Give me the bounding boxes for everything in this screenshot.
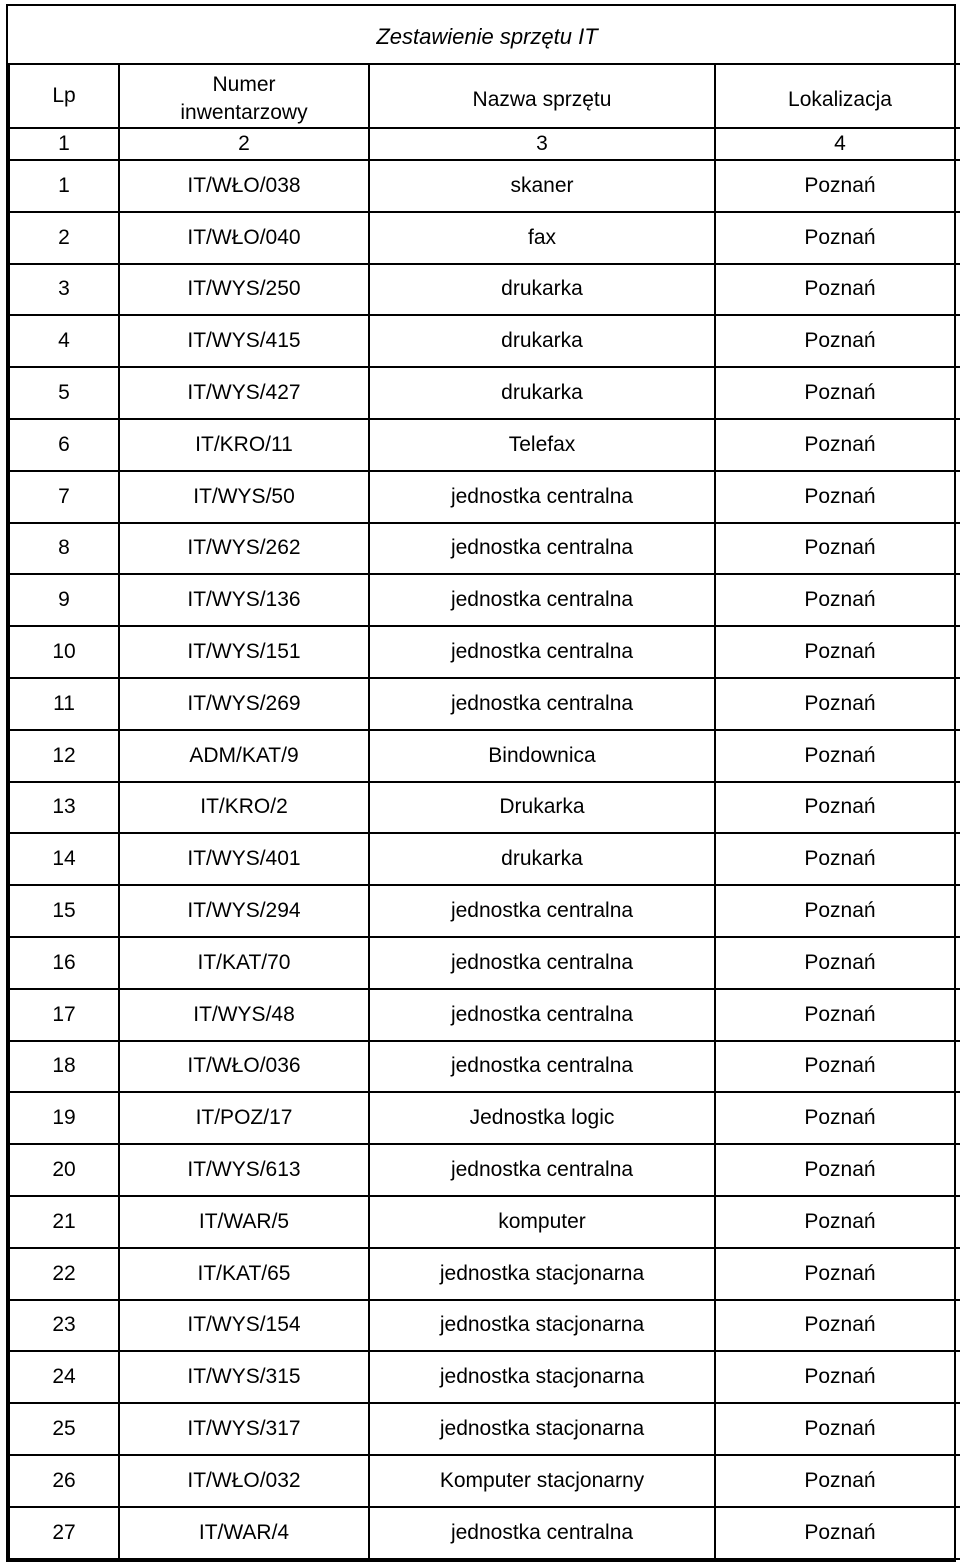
cell-equipment-name: jednostka centralna — [369, 678, 715, 730]
table-row — [9, 730, 960, 782]
cell-lp: 18 — [9, 1041, 119, 1093]
cell-location: Poznań — [715, 367, 960, 419]
cell-lp: 2 — [9, 212, 119, 264]
cell-equipment-name: Telefax — [369, 419, 715, 471]
cell-equipment-name: drukarka — [369, 833, 715, 885]
cell-location: Poznań — [715, 523, 960, 575]
cell-equipment-name: Bindownica — [369, 730, 715, 782]
cell-lp: 25 — [9, 1403, 119, 1455]
cell-location: Poznań — [715, 471, 960, 523]
cell-lp: 16 — [9, 937, 119, 989]
table-row — [9, 212, 960, 264]
table-row — [9, 989, 960, 1041]
cell-equipment-name: jednostka stacjonarna — [369, 1300, 715, 1352]
cell-inventory-number: IT/WYS/401 — [119, 833, 369, 885]
table-row — [9, 367, 960, 419]
table-row — [9, 1351, 960, 1403]
cell-equipment-name: jednostka stacjonarna — [369, 1248, 715, 1300]
cell-lp: 19 — [9, 1092, 119, 1144]
cell-location: Poznań — [715, 419, 960, 471]
table-row — [9, 1248, 960, 1300]
header-equipment-name: Nazwa sprzętu — [369, 64, 715, 128]
cell-lp: 12 — [9, 730, 119, 782]
cell-equipment-name: jednostka centralna — [369, 626, 715, 678]
cell-inventory-number: IT/WYS/50 — [119, 471, 369, 523]
cell-location: Poznań — [715, 1300, 960, 1352]
cell-equipment-name: jednostka centralna — [369, 471, 715, 523]
cell-equipment-name: drukarka — [369, 315, 715, 367]
table-row — [9, 833, 960, 885]
cell-inventory-number: IT/WYS/48 — [119, 989, 369, 1041]
cell-inventory-number: IT/WŁO/032 — [119, 1455, 369, 1507]
cell-equipment-name: jednostka centralna — [369, 1507, 715, 1559]
cell-inventory-number: IT/WYS/315 — [119, 1351, 369, 1403]
cell-location: Poznań — [715, 678, 960, 730]
cell-inventory-number: IT/WŁO/036 — [119, 1041, 369, 1093]
cell-equipment-name: jednostka centralna — [369, 1144, 715, 1196]
table-row — [9, 678, 960, 730]
cell-lp: 10 — [9, 626, 119, 678]
table-row — [9, 1403, 960, 1455]
cell-inventory-number: IT/WYS/154 — [119, 1300, 369, 1352]
cell-lp: 9 — [9, 574, 119, 626]
header-row — [9, 64, 960, 128]
cell-inventory-number: IT/WYS/262 — [119, 523, 369, 575]
cell-equipment-name: komputer — [369, 1196, 715, 1248]
cell-equipment-name: jednostka centralna — [369, 574, 715, 626]
cell-location: Poznań — [715, 1144, 960, 1196]
cell-lp: 15 — [9, 885, 119, 937]
column-index: 2 — [119, 128, 369, 160]
cell-lp: 26 — [9, 1455, 119, 1507]
cell-equipment-name: jednostka centralna — [369, 1041, 715, 1093]
header-inventory-number — [119, 64, 369, 128]
cell-location: Poznań — [715, 1455, 960, 1507]
cell-inventory-number: IT/WYS/415 — [119, 315, 369, 367]
table-row — [9, 782, 960, 834]
column-index-row — [9, 128, 960, 160]
table-row — [9, 574, 960, 626]
cell-location: Poznań — [715, 1092, 960, 1144]
column-index: 3 — [369, 128, 715, 160]
table-row — [9, 1041, 960, 1093]
cell-lp: 14 — [9, 833, 119, 885]
cell-lp: 8 — [9, 523, 119, 575]
cell-equipment-name: jednostka stacjonarna — [369, 1403, 715, 1455]
header-number-line2: inwentarzowy — [180, 101, 308, 124]
cell-inventory-number: IT/WYS/294 — [119, 885, 369, 937]
cell-inventory-number: IT/POZ/17 — [119, 1092, 369, 1144]
cell-location: Poznań — [715, 1403, 960, 1455]
table-row — [9, 885, 960, 937]
cell-location: Poznań — [715, 160, 960, 212]
cell-location: Poznań — [715, 264, 960, 316]
cell-equipment-name: skaner — [369, 160, 715, 212]
column-index: 1 — [9, 128, 119, 160]
cell-location: Poznań — [715, 574, 960, 626]
cell-equipment-name: Komputer stacjonarny — [369, 1455, 715, 1507]
cell-equipment-name: jednostka centralna — [369, 989, 715, 1041]
cell-inventory-number: IT/WYS/136 — [119, 574, 369, 626]
table-row — [9, 1092, 960, 1144]
cell-equipment-name: drukarka — [369, 264, 715, 316]
table-row — [9, 1507, 960, 1559]
column-index: 4 — [715, 128, 960, 160]
table-row — [9, 419, 960, 471]
cell-lp: 11 — [9, 678, 119, 730]
cell-location: Poznań — [715, 212, 960, 264]
title-row — [9, 6, 960, 64]
cell-lp: 17 — [9, 989, 119, 1041]
cell-lp: 7 — [9, 471, 119, 523]
table-row — [9, 626, 960, 678]
cell-inventory-number: IT/WYS/427 — [119, 367, 369, 419]
cell-lp: 1 — [9, 160, 119, 212]
cell-location: Poznań — [715, 833, 960, 885]
table-body — [9, 160, 960, 1559]
cell-lp: 4 — [9, 315, 119, 367]
cell-inventory-number: IT/KAT/65 — [119, 1248, 369, 1300]
cell-inventory-number: IT/WYS/250 — [119, 264, 369, 316]
table-row — [9, 1196, 960, 1248]
header-number-line1: Numer — [212, 73, 276, 96]
cell-lp: 13 — [9, 782, 119, 834]
cell-location: Poznań — [715, 1507, 960, 1559]
table-row — [9, 160, 960, 212]
cell-lp: 5 — [9, 367, 119, 419]
cell-lp: 21 — [9, 1196, 119, 1248]
cell-inventory-number: IT/WAR/4 — [119, 1507, 369, 1559]
cell-lp: 24 — [9, 1351, 119, 1403]
table-title: Zestawienie sprzętu IT — [9, 6, 960, 64]
cell-equipment-name: Drukarka — [369, 782, 715, 834]
cell-equipment-name: drukarka — [369, 367, 715, 419]
cell-inventory-number: IT/WYS/613 — [119, 1144, 369, 1196]
cell-lp: 6 — [9, 419, 119, 471]
cell-location: Poznań — [715, 1351, 960, 1403]
table-row — [9, 523, 960, 575]
cell-location: Poznań — [715, 730, 960, 782]
header-location: Lokalizacja — [715, 64, 960, 128]
cell-location: Poznań — [715, 315, 960, 367]
cell-lp: 22 — [9, 1248, 119, 1300]
cell-equipment-name: jednostka centralna — [369, 885, 715, 937]
cell-inventory-number: IT/WŁO/040 — [119, 212, 369, 264]
table-row — [9, 471, 960, 523]
cell-equipment-name: jednostka centralna — [369, 523, 715, 575]
cell-location: Poznań — [715, 885, 960, 937]
cell-lp: 27 — [9, 1507, 119, 1559]
table-row — [9, 1300, 960, 1352]
cell-location: Poznań — [715, 989, 960, 1041]
cell-inventory-number: IT/WYS/151 — [119, 626, 369, 678]
cell-inventory-number: IT/WYS/269 — [119, 678, 369, 730]
cell-equipment-name: jednostka stacjonarna — [369, 1351, 715, 1403]
cell-inventory-number: ADM/KAT/9 — [119, 730, 369, 782]
cell-inventory-number: IT/WYS/317 — [119, 1403, 369, 1455]
cell-lp: 3 — [9, 264, 119, 316]
cell-equipment-name: Jednostka logic — [369, 1092, 715, 1144]
cell-location: Poznań — [715, 1196, 960, 1248]
cell-location: Poznań — [715, 626, 960, 678]
cell-location: Poznań — [715, 1248, 960, 1300]
cell-inventory-number: IT/KAT/70 — [119, 937, 369, 989]
cell-inventory-number: IT/WŁO/038 — [119, 160, 369, 212]
cell-equipment-name: fax — [369, 212, 715, 264]
table-row — [9, 264, 960, 316]
cell-inventory-number: IT/KRO/2 — [119, 782, 369, 834]
table-row — [9, 315, 960, 367]
table-row — [9, 937, 960, 989]
equipment-sheet — [6, 4, 956, 1562]
table-row — [9, 1144, 960, 1196]
header-lp: Lp — [9, 64, 119, 128]
cell-inventory-number: IT/KRO/11 — [119, 419, 369, 471]
equipment-table — [8, 6, 960, 1560]
cell-lp: 23 — [9, 1300, 119, 1352]
cell-location: Poznań — [715, 1041, 960, 1093]
cell-location: Poznań — [715, 937, 960, 989]
cell-lp: 20 — [9, 1144, 119, 1196]
table-row — [9, 1455, 960, 1507]
cell-inventory-number: IT/WAR/5 — [119, 1196, 369, 1248]
cell-equipment-name: jednostka centralna — [369, 937, 715, 989]
cell-location: Poznań — [715, 782, 960, 834]
